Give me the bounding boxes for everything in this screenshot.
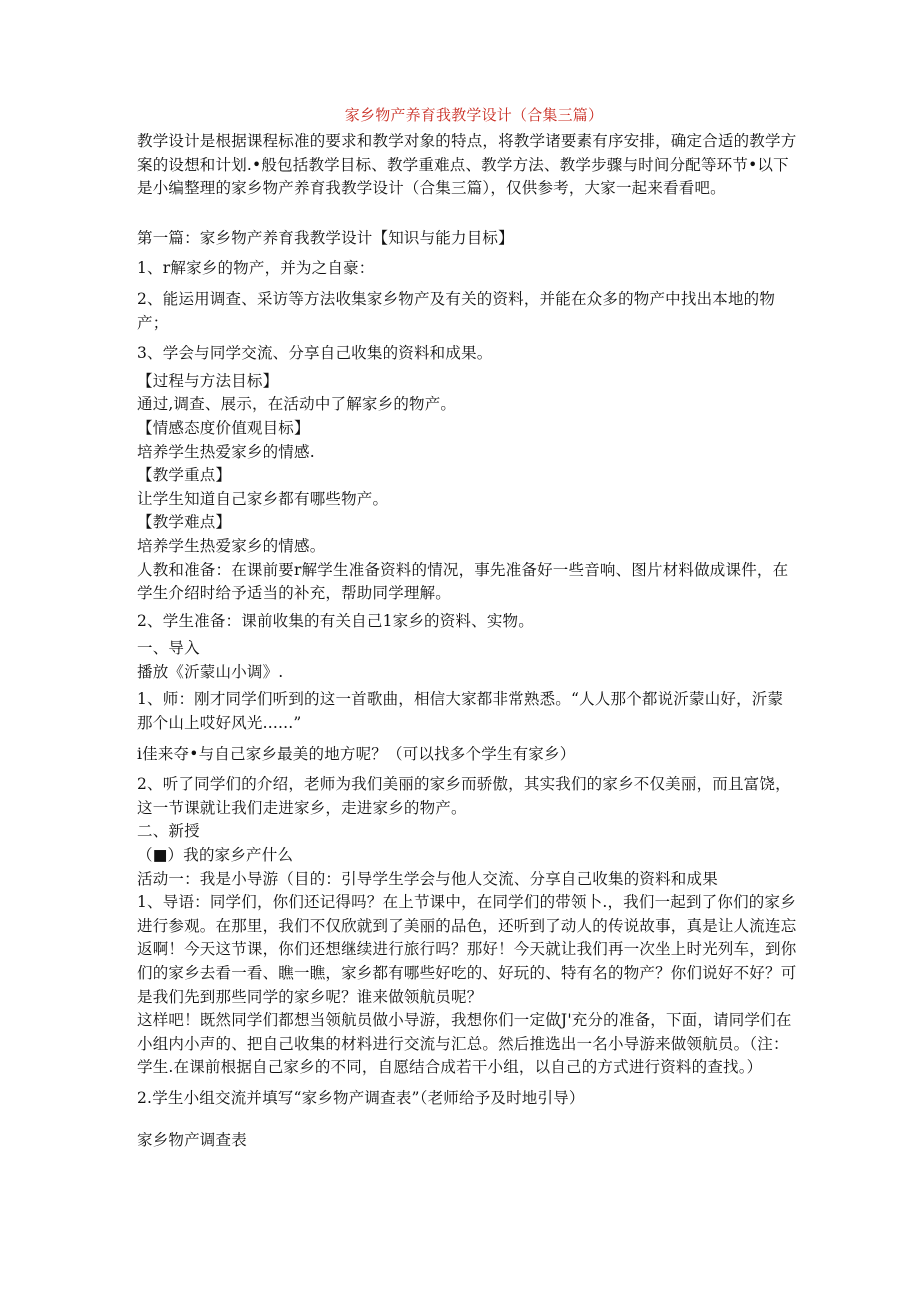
- text-process-method: 通过,调查、展示，在活动中了解家乡的物产。: [137, 395, 457, 414]
- heading-process-method: 【过程与方法目标】: [137, 371, 279, 390]
- document-title: 家乡物产养育我教学设计（合集三篇）: [344, 106, 604, 124]
- document-body: [137, 104, 797, 1152]
- text-student-preparation: 2、学生准备：课前收集的有关自己1家乡的资料、实物。: [137, 611, 534, 630]
- heading-difficult-point: 【教学难点】: [137, 513, 232, 532]
- text-navigator: 这样吧！既然同学们都想当领航员做小导游，我想你们一定做J'充分的准备，下面，请同学们在小组内小声的、把自己收集的材料进行交流与汇总。然后推选出一名小导游来做领航员。（注：学生.在课前根据自己家乡的不同，自愿结合成若干小组，以自己的方式进行资料的查找。）: [137, 1011, 792, 1077]
- text-play-song: 播放《沂蒙山小调》.: [137, 662, 284, 681]
- text-group-exchange: 2.学生小组交流并填写“家乡物产调查表”（老师给予及时地引导）: [137, 1088, 585, 1107]
- text-teacher-speech-1: 1、师：刚才同学们听到的这一首歌曲，相信大家都非常熟悉。“人人那个都说沂蒙山好，沂蒙那个山上哎好风光......”: [137, 690, 784, 733]
- heading-emotion-goal: 【情感态度价值观目标】: [137, 418, 310, 437]
- intro-paragraph: 教学设计是根据课程标准的要求和教学对象的特点，将教学诸要素有序安排，确定合适的教学方案的设想和计划.•般包括教学目标、教学重难点、教学方法、教学步骤与时间分配等环节•以下是小编整理的家乡物产养育我教学设计（合集三篇），仅供参考，大家一起来看看吧。: [137, 132, 797, 198]
- heading-introduction: 一、导入: [137, 639, 200, 658]
- text-teacher-preparation: 人教和准备：在课前要r解学生准备资料的情况，事先准备好一些音响、图片材料做成课件，在学生介绍时给予适当的补充，帮助同学理解。: [137, 560, 789, 603]
- table-caption: 家乡物产调查表: [137, 1130, 247, 1149]
- text-emotion-goal: 培养学生热爱家乡的情感.: [137, 442, 315, 461]
- goal-item-2: 2、能运用调查、采访等方法收集家乡物产及有关的资料，并能在众多的物产中找出本地的物产；: [137, 289, 776, 332]
- text-activity-one: 活动一：我是小导游（目的：引导学生学会与他人交流、分享自己收集的资料和成果: [137, 869, 718, 888]
- heading-what-hometown-produces: （■）我的家乡产什么: [137, 846, 294, 865]
- heading-key-point: 【教学重点】: [137, 466, 232, 485]
- goal-item-3: 3、学会与同学交流、分享自己收集的资料和成果。: [137, 344, 493, 363]
- heading-new-lesson: 二、新授: [137, 822, 200, 841]
- section-heading-first-article: 第一篇：家乡物产养育我教学设计【知识与能力目标】: [137, 228, 514, 247]
- text-teacher-speech-2: 2、听了同学们的介绍，老师为我们美丽的家乡而骄傲，其实我们的家乡不仅美丽，而且富饶，这一节课就让我们走进家乡，走进家乡的物产。: [137, 775, 791, 817]
- text-question: i佳来夺•与自己家乡最美的地方呢？（可以找多个学生有家乡）: [137, 744, 576, 763]
- text-guide-words: 1、导语：同学们，你们还记得吗？在上节课中，在同学们的带领卜.，我们一起到了你们的家乡进行参观。在那里，我们不仅欣就到了美丽的品色，还听到了动人的传说故事，真是让人流连忘返啊！今天这节课，你们还想继续进行旅行吗？那好！今天就让我们再一次坐上时光列车，到你们的家乡去看一看、瞧一瞧，家乡都有哪些好吃的、好玩的、特有名的物产？你们说好不好？可是我们先到那些同学的家乡呢？谁来做领航员呢？: [137, 893, 797, 1006]
- text-key-point: 让学生知道自己家乡都有哪些物产。: [137, 489, 389, 508]
- goal-item-1: 1、r解家乡的物产，并为之自豪：: [137, 259, 375, 278]
- text-difficult-point: 培养学生热爱家乡的情感。: [137, 536, 326, 555]
